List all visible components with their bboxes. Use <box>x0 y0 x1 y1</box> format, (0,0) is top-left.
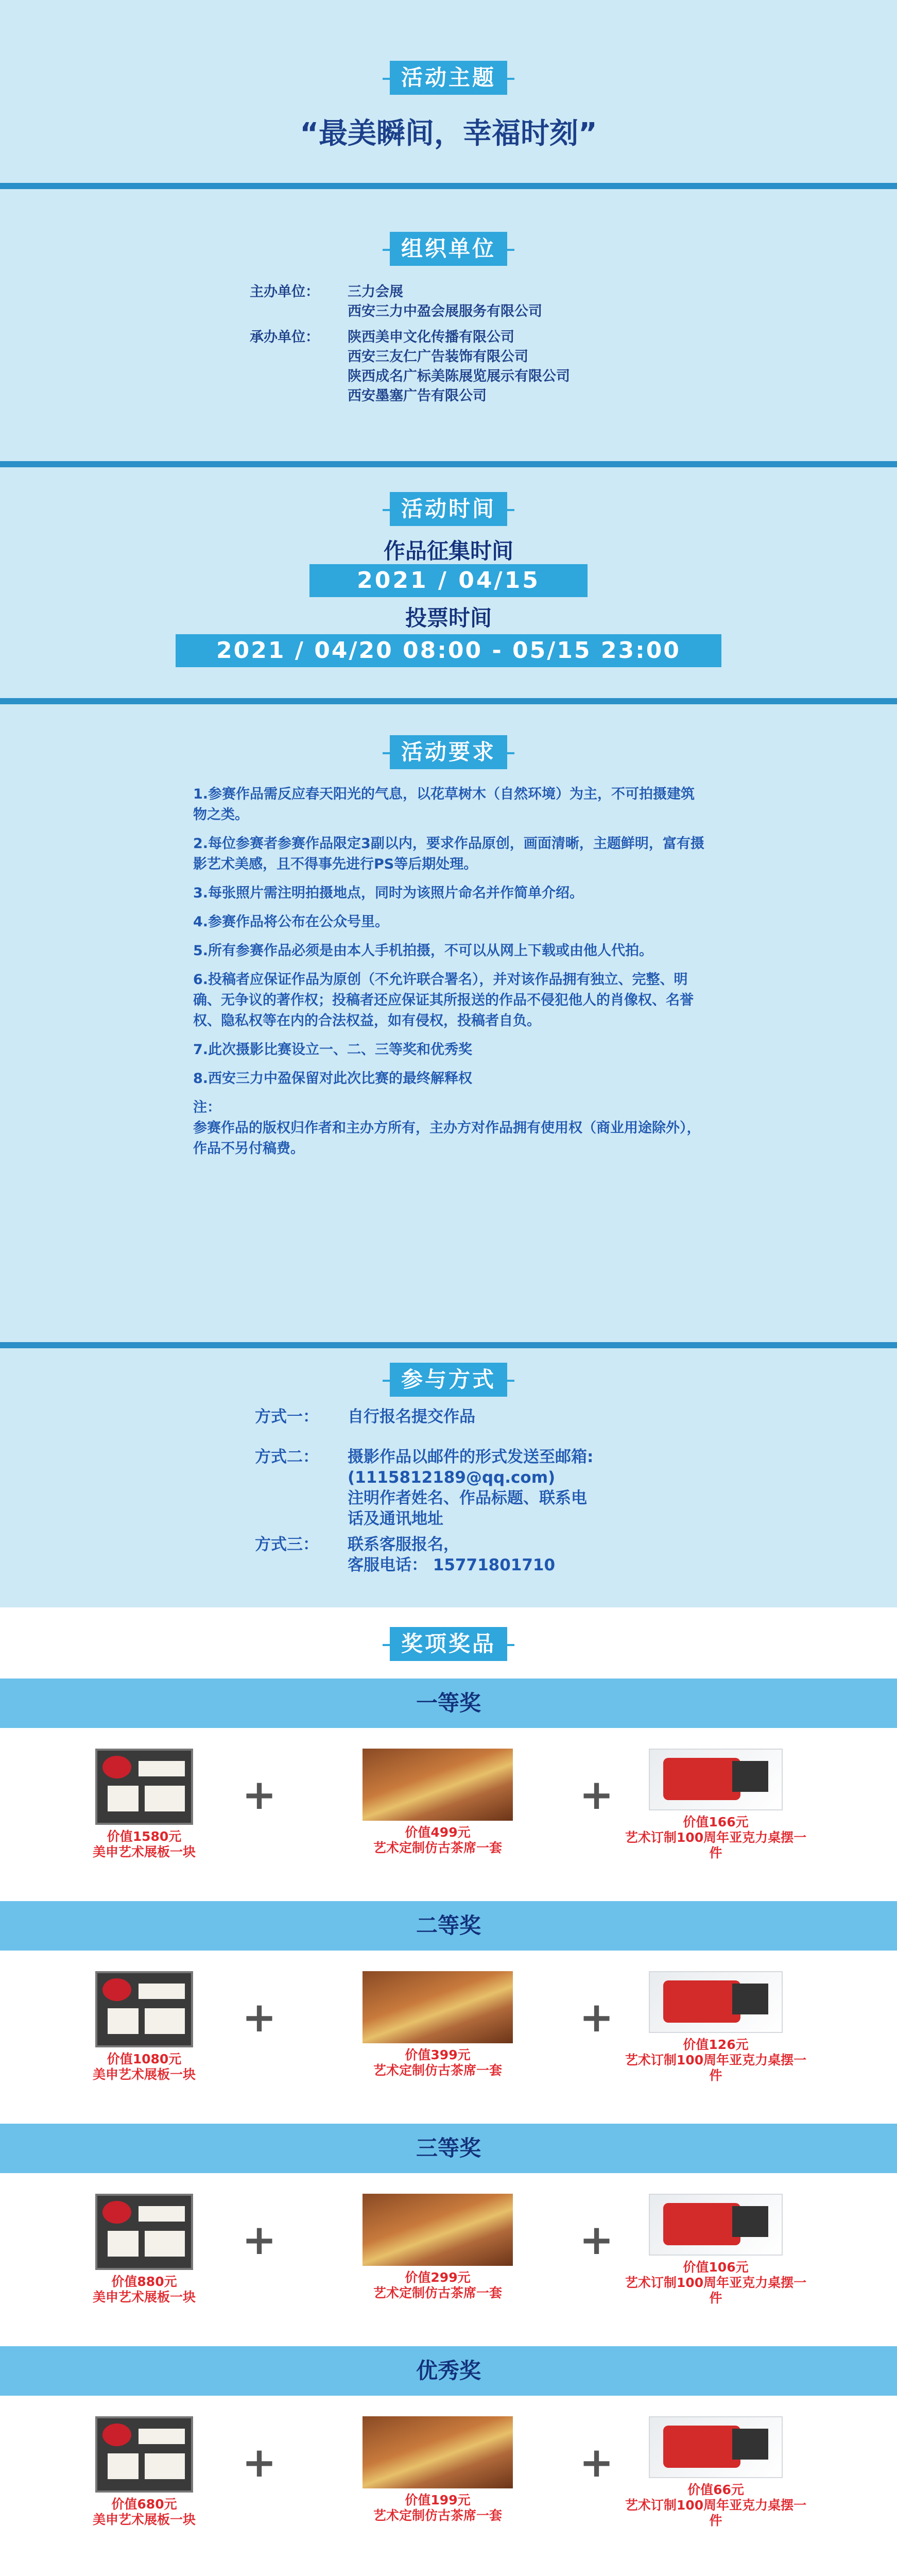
logo-icon <box>102 1978 131 2001</box>
plus-icon: + <box>579 2438 614 2486</box>
tea-set-image <box>363 1749 513 1821</box>
acrylic-image <box>649 2194 783 2256</box>
way3-text: 联系客服报名， <box>348 1535 459 1554</box>
requirements-badge: 活动要求 <box>390 735 507 769</box>
acrylic-dark-shape <box>732 2206 768 2237</box>
note-label: 注： <box>193 1099 221 1115</box>
plus-icon: + <box>579 2216 614 2264</box>
tea-set-item <box>345 2416 530 2523</box>
co-name: 陕西美申文化传播有限公司 <box>348 329 514 345</box>
co-name: 陕西成名广标美陈展览展示有限公司 <box>348 368 570 384</box>
board-item <box>51 2194 237 2305</box>
prize-value: 价值880元 <box>111 2274 177 2289</box>
plus-icon: + <box>579 1993 614 2041</box>
board-item <box>51 1971 237 2082</box>
way1-text: 自行报名提交作品 <box>348 1408 475 1426</box>
theme-title: “最美瞬间，幸福时刻” <box>300 117 597 150</box>
collect-value: 2021 / 04/15 <box>309 564 588 597</box>
tier-heading: 二等奖 <box>0 1901 897 1951</box>
way2-text: 注明作者姓名、作品标题、联系电 <box>348 1489 587 1507</box>
acrylic-image <box>649 2416 783 2478</box>
requirement-item: 2.每位参赛者参赛作品限定3副以内，要求作品原创，画面清晰，主题鲜明，富有摄影艺术美感，且不得事先进行PS等后期处理。 <box>193 836 704 872</box>
acrylic-image <box>649 1749 783 1810</box>
acrylic-dark-shape <box>732 1984 768 2014</box>
acrylic-item <box>623 2194 808 2306</box>
requirement-item: 6.投稿者应保证作品为原创（不允许联合署名），并对该作品拥有独立、完整、明确、无争议的著作权；投稿者还应保证其所报送的作品不侵犯他人的肖像权、名誉权、隐私权等在内的合法权益，如有侵权，投稿者自负。 <box>193 972 694 1029</box>
prize-value: 价值499元 <box>405 1825 471 1840</box>
vote-label: 投票时间 <box>405 605 492 631</box>
prize-name: 艺术定制仿古茶席一套 <box>373 1840 502 1855</box>
theme-badge: 活动主题 <box>390 61 507 95</box>
board-item <box>51 2416 237 2528</box>
logo-icon <box>102 1756 131 1778</box>
board-card <box>139 1761 185 1776</box>
logo-icon <box>102 2424 131 2446</box>
prize-name: 美申艺术展板一块 <box>92 2290 196 2304</box>
participation-badge: 参与方式 <box>390 1363 507 1397</box>
board-card <box>108 2231 139 2257</box>
tea-set-image <box>363 2416 513 2488</box>
prizes-badge: 奖项奖品 <box>390 1627 507 1661</box>
prize-name: 艺术定制仿古茶席一套 <box>373 2063 502 2078</box>
prize-value: 价值399元 <box>405 2047 471 2062</box>
acrylic-item <box>623 2416 808 2529</box>
prize-name: 艺术订制100周年亚克力桌摆一件 <box>625 2498 807 2528</box>
plus-icon: + <box>242 1993 277 2041</box>
prize-name: 美申艺术展板一块 <box>92 1844 196 1859</box>
organizer-section <box>0 189 897 461</box>
tea-set-item <box>345 1971 530 2078</box>
board-card <box>145 1786 185 1811</box>
board-card <box>108 2453 139 2479</box>
time-badge: 活动时间 <box>390 492 507 526</box>
time-section <box>0 467 897 698</box>
tier-items <box>0 2173 897 2348</box>
acrylic-red-shape <box>663 1980 740 2023</box>
board-card <box>139 1984 185 1999</box>
way1-label: 方式一： <box>255 1408 319 1426</box>
theme-section <box>0 0 897 183</box>
tier-heading: 一等奖 <box>0 1679 897 1728</box>
board-image <box>95 2194 193 2270</box>
co-name: 西安墨塞广告有限公司 <box>348 388 487 404</box>
requirements-list <box>193 784 708 1159</box>
board-card <box>145 2231 185 2257</box>
way2-email[interactable]: (1115812189@qq.com) <box>348 1468 556 1487</box>
requirement-item: 4.参赛作品将公布在公众号里。 <box>193 914 389 930</box>
prize-value: 价值199元 <box>405 2493 471 2507</box>
tier-items <box>0 1951 897 2126</box>
prize-value: 价值680元 <box>111 2497 177 2512</box>
acrylic-red-shape <box>663 2203 740 2245</box>
divider <box>0 183 897 189</box>
divider <box>0 461 897 467</box>
requirement-item: 5.所有参赛作品必须是由本人手机拍摄，不可以从网上下载或由他人代拍。 <box>193 943 653 959</box>
tier-heading: 三等奖 <box>0 2124 897 2173</box>
collect-label: 作品征集时间 <box>383 538 513 564</box>
board-card <box>139 2206 185 2222</box>
prize-value: 价值1580元 <box>107 1829 182 1844</box>
board-item <box>51 1749 237 1860</box>
divider <box>0 698 897 704</box>
way2-text: 话及通讯地址 <box>348 1510 443 1528</box>
plus-icon: + <box>242 2216 277 2264</box>
way2-text: 摄影作品以邮件的形式发送至邮箱: <box>348 1448 594 1466</box>
prize-name: 美申艺术展板一块 <box>92 2067 196 2082</box>
plus-icon: + <box>579 1771 614 1819</box>
board-image <box>95 1749 193 1825</box>
host-name: 三力会展 <box>348 284 403 300</box>
co-label: 承办单位： <box>250 329 319 345</box>
tea-set-item <box>345 1749 530 1856</box>
divider <box>0 1342 897 1348</box>
tea-set-image <box>363 2194 513 2266</box>
plus-icon: + <box>242 2438 277 2486</box>
board-card <box>145 2453 185 2479</box>
prize-name: 艺术定制仿古茶席一套 <box>373 2285 502 2300</box>
acrylic-item <box>623 1971 808 2083</box>
way2-label: 方式二： <box>255 1448 319 1466</box>
board-card <box>145 2008 185 2034</box>
prize-value: 价值66元 <box>687 2482 744 2497</box>
acrylic-red-shape <box>663 2426 740 2468</box>
board-card <box>108 1786 139 1811</box>
acrylic-dark-shape <box>732 1761 768 1792</box>
acrylic-image <box>649 1971 783 2033</box>
prize-name: 美申艺术展板一块 <box>92 2512 196 2527</box>
board-image <box>95 2416 193 2493</box>
acrylic-dark-shape <box>732 2429 768 2460</box>
prize-name: 艺术订制100周年亚克力桌摆一件 <box>625 2053 807 2083</box>
tier-heading: 优秀奖 <box>0 2346 897 2396</box>
requirement-item: 7.此次摄影比赛设立一、二、三等奖和优秀奖 <box>193 1042 473 1058</box>
way3-phone[interactable]: 客服电话： 15771801710 <box>348 1556 556 1574</box>
prize-value: 价值126元 <box>683 2037 749 2052</box>
requirement-item: 1.参赛作品需反应春天阳光的气息，以花草树木（自然环境）为主，不可拍摄建筑物之类。 <box>193 786 695 823</box>
tier-items <box>0 1728 897 1903</box>
vote-value: 2021 / 04/20 08:00 - 05/15 23:00 <box>176 634 721 667</box>
plus-icon: + <box>242 1771 277 1819</box>
prize-name: 艺术订制100周年亚克力桌摆一件 <box>625 1830 807 1860</box>
board-card <box>108 2008 139 2034</box>
host-label: 主办单位： <box>250 284 319 300</box>
board-card <box>139 2429 185 2444</box>
prize-value: 价值166元 <box>683 1815 749 1829</box>
participation-section <box>0 1348 897 1607</box>
co-name: 西安三友仁广告装饰有限公司 <box>348 349 528 365</box>
prize-name: 艺术订制100周年亚克力桌摆一件 <box>625 2275 807 2306</box>
prize-name: 艺术定制仿古茶席一套 <box>373 2508 502 2523</box>
requirements-section <box>0 704 897 1342</box>
tea-set-item <box>345 2194 530 2301</box>
note-text: 参赛作品的版权归作者和主办方所有，主办方对作品拥有使用权（商业用途除外），作品不另付稿费。 <box>193 1120 701 1157</box>
tier-items <box>0 2396 897 2571</box>
acrylic-item <box>623 1749 808 1861</box>
board-image <box>95 1971 193 2047</box>
tea-set-image <box>363 1971 513 2043</box>
logo-icon <box>102 2201 131 2224</box>
requirement-item: 3.每张照片需注明拍摄地点，同时为该照片命名并作简单介绍。 <box>193 885 584 901</box>
prize-value: 价值299元 <box>405 2270 471 2285</box>
host-name: 西安三力中盈会展服务有限公司 <box>348 303 542 319</box>
acrylic-red-shape <box>663 1758 740 1800</box>
organizer-badge: 组织单位 <box>390 232 507 266</box>
requirement-item: 8.西安三力中盈保留对此次比赛的最终解释权 <box>193 1071 473 1087</box>
prize-value: 价值106元 <box>683 2260 749 2275</box>
way3-label: 方式三： <box>255 1535 319 1554</box>
prize-value: 价值1080元 <box>107 2052 182 2066</box>
